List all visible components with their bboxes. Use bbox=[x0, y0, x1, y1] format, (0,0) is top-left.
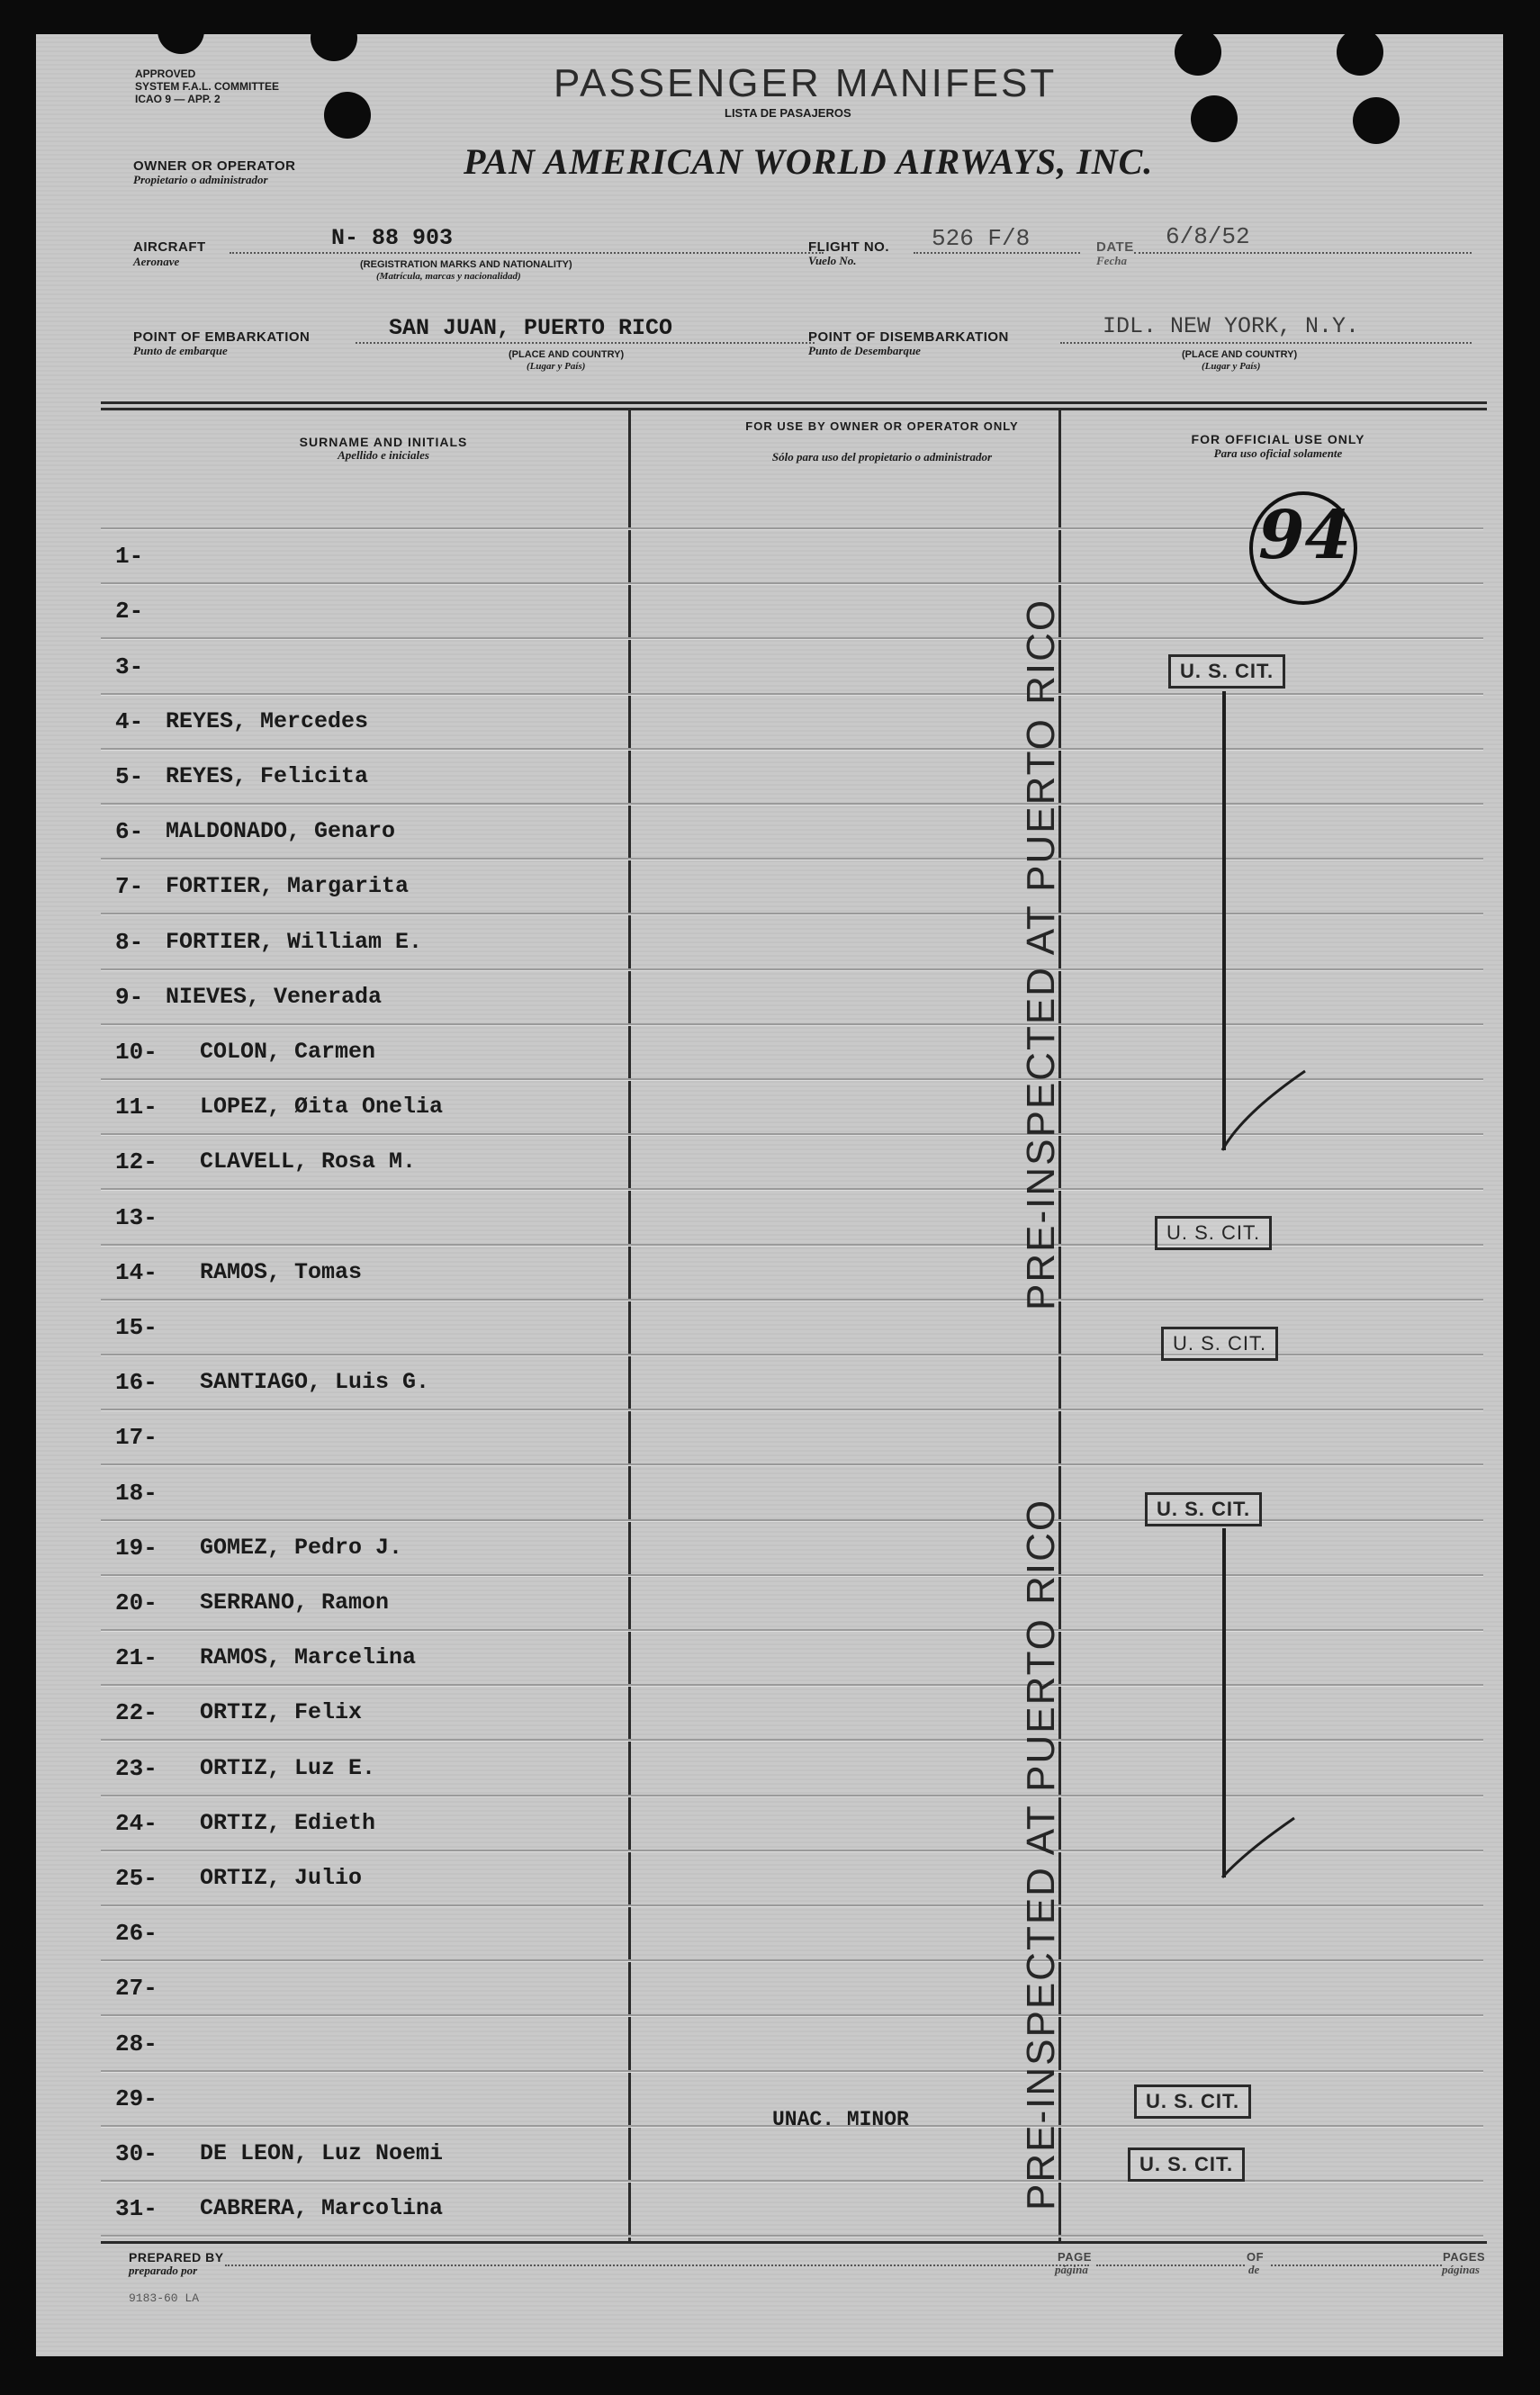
table-row bbox=[101, 1463, 1483, 1466]
passenger-name: SERRANO, Ramon bbox=[200, 1589, 390, 1616]
punch-hole bbox=[1191, 95, 1238, 142]
row-number: 25- bbox=[115, 1865, 158, 1892]
disembarkation-value: IDL. NEW YORK, N.Y. bbox=[1103, 313, 1360, 339]
row-number: 6- bbox=[115, 818, 144, 846]
row-number: 12- bbox=[115, 1148, 158, 1176]
prepared-by-label-es: preparado por bbox=[129, 2264, 198, 2277]
row-number: 15- bbox=[115, 1314, 158, 1341]
passenger-name: COLON, Carmen bbox=[200, 1039, 376, 1065]
approval-line: SYSTEM F.A.L. COMMITTEE bbox=[135, 80, 280, 93]
disembarkation-line bbox=[1060, 342, 1472, 344]
row-number: 26- bbox=[115, 1920, 158, 1948]
passenger-name: ORTIZ, Luz E. bbox=[200, 1754, 376, 1781]
passenger-name: CABRERA, Marcolina bbox=[200, 2195, 444, 2222]
aircraft-label-es: Aeronave bbox=[133, 255, 180, 268]
row-number: 20- bbox=[115, 1589, 158, 1616]
row-number: 18- bbox=[115, 1479, 158, 1507]
flight-value: 526 F/8 bbox=[932, 225, 1031, 252]
punch-hole bbox=[1337, 34, 1383, 76]
embarkation-line bbox=[356, 342, 815, 344]
of-line bbox=[1271, 2264, 1442, 2266]
aircraft-caption-es: (Matrícula, marcas y nacionalidad) bbox=[376, 271, 521, 282]
approval-line: APPROVED bbox=[135, 68, 196, 80]
row-number: 24- bbox=[115, 1809, 158, 1837]
date-label: DATE bbox=[1096, 239, 1134, 255]
column-header-owner-es: Sólo para uso del propietario o administrador bbox=[771, 450, 993, 464]
us-cit-stamp: U. S. CIT. bbox=[1128, 2147, 1245, 2182]
row-number: 1- bbox=[115, 543, 144, 571]
flight-line bbox=[914, 252, 1080, 254]
passenger-name: ORTIZ, Julio bbox=[200, 1865, 363, 1891]
table-row bbox=[101, 1244, 1483, 1247]
punch-hole bbox=[1353, 97, 1400, 144]
row-number: 16- bbox=[115, 1369, 158, 1397]
disembarkation-label-es: Punto de Desembarque bbox=[808, 344, 921, 357]
passenger-name: SANTIAGO, Luis G. bbox=[200, 1369, 430, 1396]
row-number: 23- bbox=[115, 1754, 158, 1782]
page-label-es: página bbox=[1055, 2263, 1088, 2276]
of-label: OF bbox=[1247, 2250, 1265, 2264]
disembarkation-label: POINT OF DISEMBARKATION bbox=[808, 329, 1009, 345]
disembarkation-caption-es: (Lugar y País) bbox=[1202, 361, 1261, 372]
column-divider bbox=[628, 410, 631, 2242]
passenger-name: FORTIER, William E. bbox=[166, 928, 423, 955]
owner-label: OWNER OR OPERATOR bbox=[133, 158, 296, 174]
date-label-es: Fecha bbox=[1096, 254, 1127, 267]
aircraft-value: N- 88 903 bbox=[331, 225, 454, 251]
passenger-name: ORTIZ, Felix bbox=[200, 1699, 363, 1726]
row-number: 9- bbox=[115, 983, 144, 1011]
flight-label: FLIGHT NO. bbox=[808, 239, 889, 255]
table-row bbox=[101, 2014, 1483, 2017]
passenger-name: RAMOS, Tomas bbox=[200, 1258, 363, 1285]
preinspected-stamp: PRE-INSPECTED AT PUERTO RICO bbox=[1019, 1498, 1063, 2210]
passenger-name: MALDONADO, Genaro bbox=[166, 818, 396, 845]
us-cit-stamp: U. S. CIT. bbox=[1161, 1327, 1278, 1361]
row-number: 22- bbox=[115, 1699, 158, 1727]
column-header-name: SURNAME AND INITIALS bbox=[299, 435, 468, 449]
column-header-name-es: Apellido e iniciales bbox=[338, 448, 429, 462]
date-line bbox=[1134, 252, 1472, 254]
table-row bbox=[101, 1409, 1483, 1411]
table-row bbox=[101, 1299, 1483, 1301]
row-number: 27- bbox=[115, 1975, 158, 2003]
manifest-sheet bbox=[36, 34, 1503, 2356]
column-header-official-es: Para uso oficial solamente bbox=[1213, 446, 1343, 460]
pages-label-es: páginas bbox=[1442, 2263, 1480, 2276]
prepared-by-line bbox=[225, 2264, 1089, 2266]
row-number: 3- bbox=[115, 653, 144, 680]
punch-hole bbox=[1175, 34, 1221, 76]
embarkation-label: POINT OF EMBARKATION bbox=[133, 329, 311, 345]
column-header-official: FOR OFFICIAL USE ONLY bbox=[1191, 432, 1365, 446]
flight-label-es: Vuelo No. bbox=[808, 254, 857, 267]
ditto-bracket-mark bbox=[1161, 682, 1341, 1204]
table-row bbox=[101, 1959, 1483, 1962]
passenger-name: NIEVES, Venerada bbox=[166, 983, 383, 1010]
row-number: 2- bbox=[115, 598, 144, 626]
row-number: 14- bbox=[115, 1258, 158, 1286]
aircraft-line bbox=[230, 252, 824, 254]
row-number: 17- bbox=[115, 1424, 158, 1452]
embarkation-label-es: Punto de embarque bbox=[133, 344, 228, 357]
embarkation-value: SAN JUAN, PUERTO RICO bbox=[389, 315, 673, 341]
page-line bbox=[1096, 2264, 1245, 2266]
embarkation-caption-es: (Lugar y País) bbox=[527, 361, 586, 372]
row-number: 31- bbox=[115, 2195, 158, 2223]
passenger-name: REYES, Felicita bbox=[166, 763, 369, 789]
punch-hole bbox=[158, 34, 204, 54]
page-label: PAGE bbox=[1058, 2250, 1092, 2264]
embarkation-caption: (PLACE AND COUNTRY) bbox=[509, 349, 625, 360]
row-number: 30- bbox=[115, 2140, 158, 2167]
preinspected-stamp: PRE-INSPECTED AT PUERTO RICO bbox=[1019, 598, 1063, 1310]
ditto-bracket-mark bbox=[1159, 1519, 1339, 1924]
row-number: 10- bbox=[115, 1039, 158, 1066]
table-row bbox=[101, 2235, 1483, 2237]
date-value: 6/8/52 bbox=[1166, 223, 1250, 250]
page-title: PASSENGER MANIFEST bbox=[554, 61, 1058, 105]
row-number: 8- bbox=[115, 928, 144, 956]
table-row bbox=[101, 2180, 1483, 2183]
table-row bbox=[101, 637, 1483, 640]
column-header-owner: FOR USE BY OWNER OR OPERATOR ONLY bbox=[745, 419, 1019, 433]
passenger-name: REYES, Mercedes bbox=[166, 707, 369, 734]
aircraft-caption: (REGISTRATION MARKS AND NATIONALITY) bbox=[360, 259, 572, 270]
row-number: 7- bbox=[115, 873, 144, 901]
passenger-name: RAMOS, Marcelina bbox=[200, 1644, 417, 1671]
table-top-rule bbox=[101, 408, 1487, 410]
punch-hole bbox=[324, 92, 371, 139]
page-number-handwritten: 94 bbox=[1258, 497, 1351, 574]
owner-note-unaccompanied-minor: UNAC. MINOR bbox=[772, 2108, 909, 2131]
passenger-name: GOMEZ, Pedro J. bbox=[200, 1534, 403, 1561]
of-label-es: de bbox=[1248, 2263, 1260, 2276]
owner-label-es: Propietario o administrador bbox=[133, 173, 268, 186]
us-cit-stamp: U. S. CIT. bbox=[1134, 2084, 1251, 2119]
aircraft-label: AIRCRAFT bbox=[133, 239, 206, 255]
passenger-name: DE LEON, Luz Noemi bbox=[200, 2140, 444, 2166]
row-number: 29- bbox=[115, 2084, 158, 2112]
us-cit-stamp: U. S. CIT. bbox=[1145, 1492, 1262, 1526]
table-row bbox=[101, 2070, 1483, 2073]
passenger-name: CLAVELL, Rosa M. bbox=[200, 1148, 417, 1175]
table-bottom-rule bbox=[101, 2241, 1487, 2244]
table-top-rule bbox=[101, 401, 1487, 404]
row-number: 28- bbox=[115, 2030, 158, 2057]
row-number: 11- bbox=[115, 1094, 158, 1121]
punch-hole bbox=[311, 34, 357, 61]
pages-label: PAGES bbox=[1443, 2250, 1486, 2264]
row-number: 19- bbox=[115, 1534, 158, 1562]
page-title-es: LISTA DE PASAJEROS bbox=[725, 106, 851, 120]
approval-line: ICAO 9 — APP. 2 bbox=[135, 93, 221, 105]
row-number: 5- bbox=[115, 763, 144, 790]
passenger-name: FORTIER, Margarita bbox=[166, 873, 410, 900]
row-number: 4- bbox=[115, 707, 144, 735]
operator-name: PAN AMERICAN WORLD AIRWAYS, INC. bbox=[464, 141, 1154, 182]
row-number: 21- bbox=[115, 1644, 158, 1672]
disembarkation-caption: (PLACE AND COUNTRY) bbox=[1182, 349, 1298, 360]
passenger-name: LOPEZ, Øita Onelia bbox=[200, 1094, 444, 1121]
passenger-name: ORTIZ, Edieth bbox=[200, 1809, 376, 1836]
row-number: 13- bbox=[115, 1203, 158, 1231]
us-cit-stamp: U. S. CIT. bbox=[1155, 1216, 1272, 1250]
prepared-by-label: PREPARED BY bbox=[129, 2250, 224, 2264]
form-number: 9183-60 LA bbox=[129, 2291, 200, 2305]
us-cit-stamp: U. S. CIT. bbox=[1168, 654, 1285, 689]
